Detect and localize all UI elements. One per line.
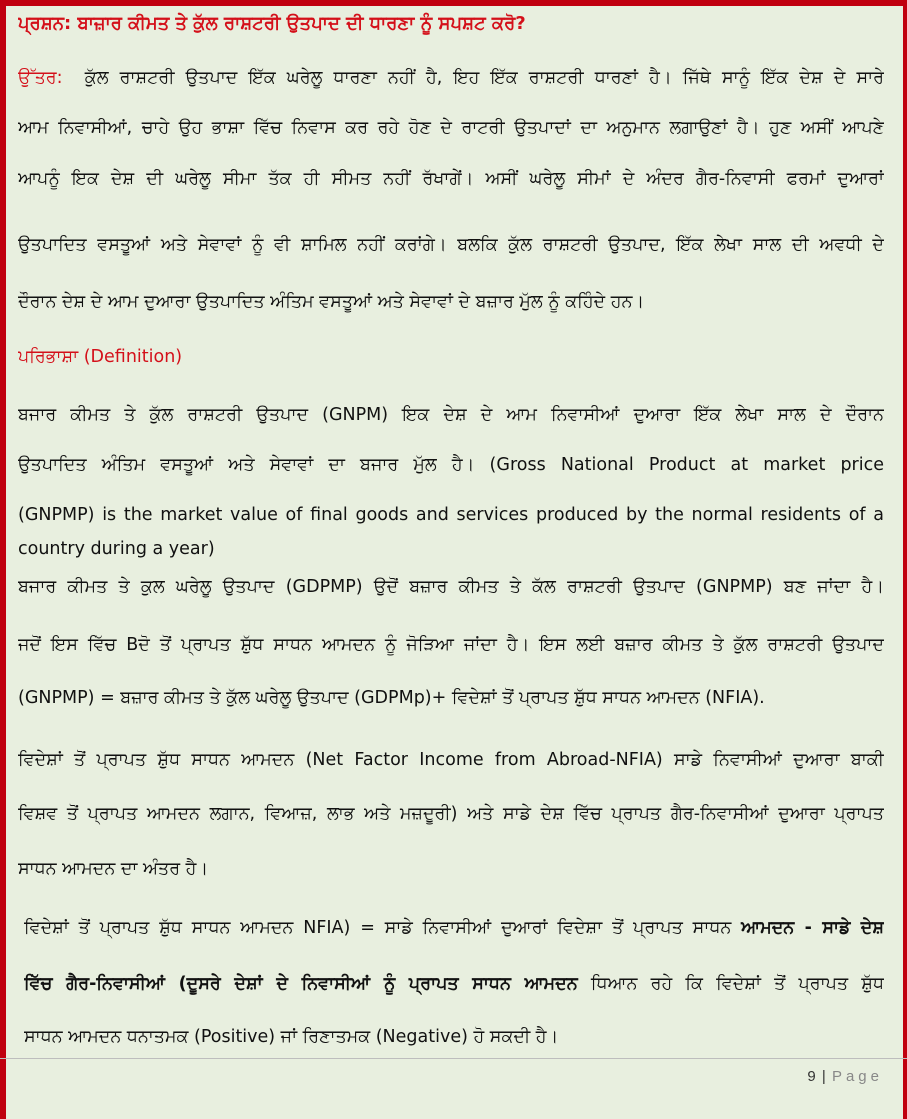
definition-line-5: ਬਜਾਰ ਕੀਮਤ ਤੇ ਕੁਲ ਘਰੇਲੂ ਉਤਪਾਦ (GDPMP) ਉਦੋਂ ਬਜ਼ਾਰ ਕੀਮਤ ਤੇ ਕੱਲ ਰਾਸ਼ਟਰੀ ਉਤਪਾਦ (GNPMP) ਬਣ ਜਾਂਦਾ ਹੈ। (18, 577, 884, 597)
definition-line-7: (GNPMP) = ਬਜ਼ਾਰ ਕੀਮਤ ਤੇ ਕੁੱਲ ਘਰੇਲੂ ਉਤਪਾਦ (GDPMp)+ ਵਿਦੇਸ਼ਾਂ ਤੋਂ ਪ੍ਰਾਪਤ ਸ਼ੁੱਧ ਸਾਧਨ ਆਮਦਨ (NFIA). (18, 688, 765, 708)
footer-rule (0, 1058, 907, 1059)
answer-line-4: ਉਤਪਾਦਿਤ ਵਸਤੂਆਂ ਅਤੇ ਸੇਵਾਵਾਂ ਨੂੰ ਵੀ ਸ਼ਾਮਿਲ ਨਹੀਂ ਕਰਾਂਗੇ। ਬਲਕਿ ਕੁੱਲ ਰਾਸ਼ਟਰੀ ਉਤਪਾਦ, ਇੱਕ ਲੇਖਾ ਸਾਲ ਦੀ ਅਵਧੀ ਦੇ (18, 235, 884, 255)
nfia-line-3: ਸਾਧਨ ਆਮਦਨ ਦਾ ਅੰਤਰ ਹੈ। (18, 859, 209, 879)
formula-text-1a: ਵਿਦੇਸ਼ਾਂ ਤੋਂ ਪ੍ਰਾਪਤ ਸ਼ੁੱਧ ਸਾਧਨ ਆਮਦਨ NFIA) = ਸਾਡੇ ਨਿਵਾਸੀਆਂ ਦੁਆਰਾਂ ਵਿਦੇਸ਼ਾ ਤੋਂ ਪ੍ਰਾਪਤ ਸਾਧਨ (24, 918, 742, 938)
formula-line-1 (24, 915, 884, 941)
definition-line-1: ਬਜਾਰ ਕੀਮਤ ਤੇ ਕੁੱਲ ਰਾਸ਼ਟਰੀ ਉਤਪਾਦ (GNPM) ਇਕ ਦੇਸ਼ ਦੇ ਆਮ ਨਿਵਾਸੀਆਂ ਦੁਆਰਾ ਇੱਕ ਲੇਖਾ ਸਾਲ ਦੇ ਦੌਰਾਨ (18, 405, 884, 425)
page-separator: | (821, 1068, 827, 1085)
page-number (807, 1068, 883, 1085)
nfia-line-1: ਵਿਦੇਸ਼ਾਂ ਤੋਂ ਪ੍ਰਾਪਤ ਸ਼ੁੱਧ ਸਾਧਨ ਆਮਦਨ (Net Factor Income from Abroad-NFIA) ਸਾਡੇ ਨਿਵਾਸੀਆਂ ਦੁਆਰਾ ਬਾਕੀ (18, 750, 884, 770)
formula-text-2a: ਵਿੱਚ ਗੈਰ-ਨਿਵਾਸੀਆਂ (ਦੂਸਰੇ ਦੇਸ਼ਾਂ ਦੇ ਨਿਵਾਸੀਆਂ ਨੂੰ ਪ੍ਰਾਪਤ ਸਾਧਨ ਆਮਦਨ (24, 974, 578, 994)
page-border-left (0, 0, 6, 1119)
answer-line-1 (18, 65, 884, 91)
definition-line-2: ਉਤਪਾਦਿਤ ਅੰਤਿਮ ਵਸਤੂਆਂ ਅਤੇ ਸੇਵਾਵਾਂ ਦਾ ਬਜਾਰ ਮੁੱਲ ਹੈ। (Gross National Product at market price (18, 455, 884, 475)
formula-text-2b: ਧਿਆਨ ਰਹੇ ਕਿ ਵਿਦੇਸ਼ਾਂ ਤੋਂ ਪ੍ਰਾਪਤ ਸ਼ੁੱਧ (577, 974, 884, 994)
answer-label: ਉੱਤਰ: (18, 68, 63, 88)
definition-heading: ਪਰਿਭਾਸ਼ਾ (Definition) (18, 347, 183, 367)
definition-line-4: country during a year) (18, 539, 215, 559)
page-label: Page (831, 1068, 883, 1085)
answer-line-2: ਆਮ ਨਿਵਾਸੀਆਂ, ਚਾਹੇ ਉਹ ਭਾਸ਼ਾ ਵਿੱਚ ਨਿਵਾਸ ਕਰ ਰਹੇ ਹੋਣ ਦੇ ਰਾਟਰੀ ਉਤਪਾਦਾਂ ਦਾ ਅਨੁਮਾਨ ਲਗਾਉਣਾਂ ਹੈ। ਹੁਣ ਅਸੀਂ ਆਪਣੇ (18, 118, 884, 138)
answer-line-5: ਦੌਰਾਨ ਦੇਸ਼ ਦੇ ਆਮ ਦੁਆਰਾ ਉਤਪਾਦਿਤ ਅੰਤਿਮ ਵਸਤੂਆਂ ਅਤੇ ਸੇਵਾਵਾਂ ਦੇ ਬਜ਼ਾਰ ਮੁੱਲ ਨੂੰ ਕਹਿੰਦੇ ਹਨ। (18, 292, 645, 312)
page-border-right (903, 0, 907, 1119)
question-heading: ਪ੍ਰਸ਼ਨ: ਬਾਜ਼ਾਰ ਕੀਮਤ ਤੇ ਕੁੱਲ ਰਾਸ਼ਟਰੀ ਉਤਪਾਦ ਦੀ ਧਾਰਣਾ ਨੂੰ ਸਪਸ਼ਟ ਕਰੋ? (18, 13, 526, 34)
nfia-line-2: ਵਿਸ਼ਵ ਤੋਂ ਪ੍ਰਾਪਤ ਆਮਦਨ ਲਗਾਨ, ਵਿਆਜ਼, ਲਾਭ ਅਤੇ ਮਜ਼ਦੂਰੀ) ਅਤੇ ਸਾਡੇ ਦੇਸ਼ ਵਿੱਚ ਪ੍ਰਾਪਤ ਗੈਰ-ਨਿਵਾਸੀਆਂ ਦੁਆਰਾ ਪ੍ਰਾਪਤ (18, 804, 884, 824)
formula-text-1b: ਆਮਦਨ - ਸਾਡੇ ਦੇਸ਼ (741, 918, 884, 938)
page-number-value: 9 (807, 1068, 817, 1085)
page-border-top (0, 0, 907, 6)
definition-line-3: (GNPMP) is the market value of final goods and services produced by the normal residents of a (18, 505, 884, 525)
formula-line-2 (24, 971, 884, 997)
formula-line-3: ਸਾਧਨ ਆਮਦਨ ਧਨਾਤਮਕ (Positive) ਜਾਂ ਰਿਣਾਤਮਕ (Negative) ਹੋ ਸਕਦੀ ਹੈ। (24, 1027, 559, 1047)
answer-line-3: ਆਪਨੂੰ ਇਕ ਦੇਸ਼ ਦੀ ਘਰੇਲੂ ਸੀਮਾ ਤੱਕ ਹੀ ਸੀਮਤ ਨਹੀਂ ਰੱਖਾਗੇਂ। ਅਸੀਂ ਘਰੇਲੂ ਸੀਮਾਂ ਦੇ ਅੰਦਰ ਗੈਰ-ਨਿਵਾਸੀ ਫਰਮਾਂ ਦੁਆਰਾਂ (18, 169, 884, 189)
definition-line-6: ਜਦੋਂ ਇਸ ਵਿੱਚ Bਦੋ ਤੋਂ ਪ੍ਰਾਪਤ ਸ਼ੁੱਧ ਸਾਧਨ ਆਮਦਨ ਨੂੰ ਜੋੜਿਆ ਜਾਂਦਾ ਹੈ। ਇਸ ਲਈ ਬਜ਼ਾਰ ਕੀਮਤ ਤੇ ਕੁੱਲ ਰਾਸ਼ਟਰੀ ਉਤਪਾਦ (18, 635, 884, 655)
answer-text-1: ਕੁੱਲ ਰਾਸ਼ਟਰੀ ਉਤਪਾਦ ਇੱਕ ਘਰੇਲੂ ਧਾਰਣਾ ਨਹੀਂ ਹੈ, ਇਹ ਇੱਕ ਰਾਸ਼ਟਰੀ ਧਾਰਣਾਂ ਹੈ। ਜਿੱਥੇ ਸਾਨੂੰ ਇੱਕ ਦੇਸ਼ ਦੇ ਸਾਰੇ (84, 68, 884, 88)
